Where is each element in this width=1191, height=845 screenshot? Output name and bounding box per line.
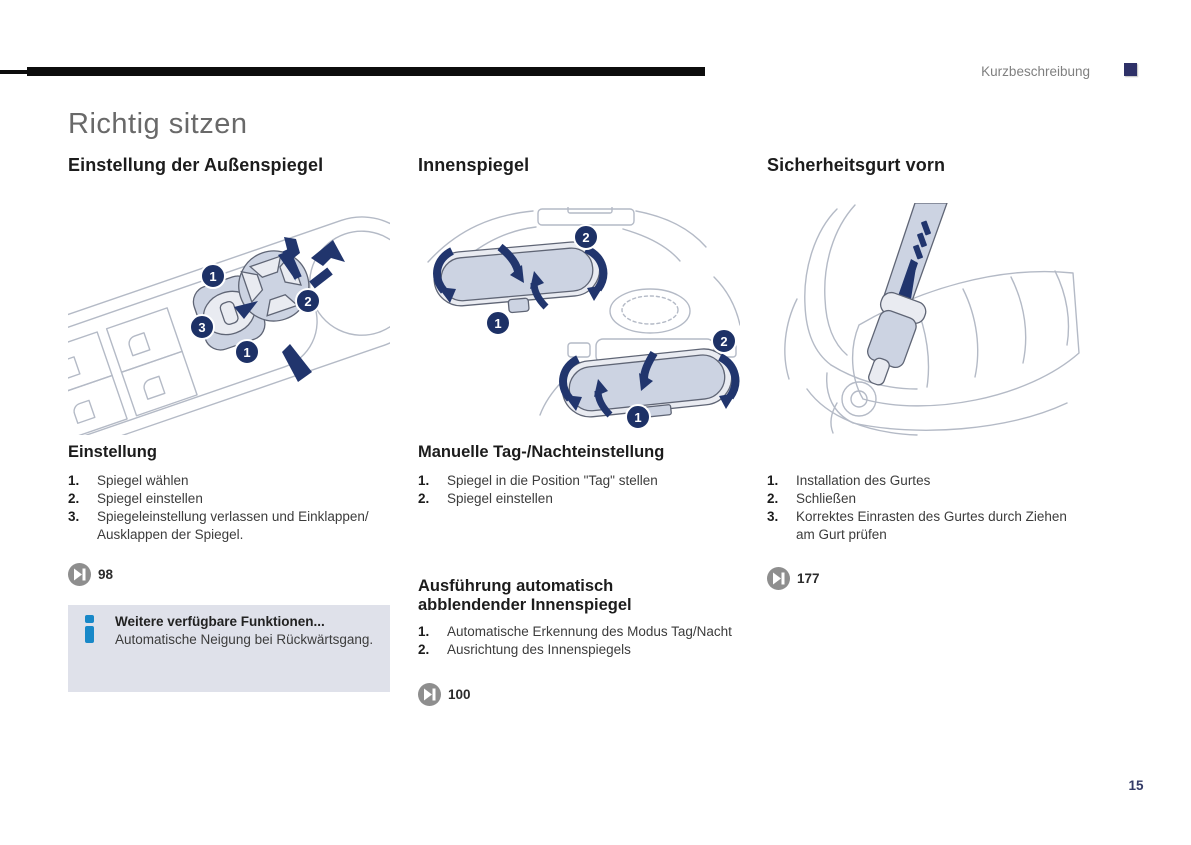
item-number: 2. (68, 491, 80, 506)
manual-mirror (432, 240, 603, 319)
svg-text:1: 1 (494, 316, 502, 331)
header-rule-left (0, 70, 27, 74)
page-title: Richtig sitzen (68, 108, 248, 140)
callout-3 (190, 315, 214, 339)
list-item (767, 508, 1085, 544)
item-number: 1. (418, 624, 430, 639)
numbered-list (418, 623, 740, 659)
item-number: 3. (767, 509, 779, 524)
svg-text:3: 3 (198, 320, 206, 335)
column-heading: Sicherheitsgurt vorn (767, 155, 946, 175)
svg-text:2: 2 (304, 294, 312, 309)
numbered-list (767, 472, 1085, 544)
page-reference-number: 98 (98, 567, 114, 582)
info-box-title: Weitere verfügbare Funktionen... (115, 614, 325, 629)
list-item (767, 472, 1085, 490)
item-text: Korrektes Einrasten des Gurtes durch Ziehen am Gurt prüfen (796, 509, 1067, 542)
list-item (418, 472, 740, 490)
callout-1-bottom (235, 340, 259, 364)
subheading-auto-dimming: Ausführung automatisch abblendender Innenspiegel (418, 577, 632, 614)
list-item (767, 490, 1085, 508)
goto-page-icon (68, 563, 91, 586)
item-text: Spiegel in die Position "Tag" stellen (447, 473, 658, 488)
goto-page-icon (767, 567, 790, 590)
belt-buckle (854, 290, 929, 392)
callout-1 (486, 311, 510, 335)
numbered-list (68, 472, 390, 544)
svg-text:1: 1 (243, 345, 251, 360)
svg-text:1: 1 (209, 269, 217, 284)
item-text: Spiegel einstellen (447, 491, 553, 506)
page-reference (68, 563, 113, 586)
section-label: Kurzbeschreibung (981, 64, 1090, 79)
list-item (68, 490, 390, 508)
header-rule (27, 67, 705, 76)
subheading: Manuelle Tag-/Nachteinstellung (418, 443, 665, 461)
list-item (418, 641, 740, 659)
item-text: Spiegel wählen (97, 473, 189, 488)
callout-1-top (201, 264, 225, 288)
item-number: 1. (418, 473, 430, 488)
item-text: Installation des Gurtes (796, 473, 931, 488)
item-number: 2. (767, 491, 779, 506)
callout-1 (626, 405, 650, 429)
svg-text:2: 2 (582, 230, 590, 245)
item-text: Automatische Erkennung des Modus Tag/Nacht (447, 624, 732, 639)
callout-2 (574, 225, 598, 249)
item-number: 3. (68, 509, 80, 524)
item-number: 2. (418, 642, 430, 657)
svg-text:2: 2 (720, 334, 728, 349)
callout-2 (712, 329, 736, 353)
exterior-mirror-control-figure (68, 205, 390, 435)
column-seat-belt (767, 155, 1085, 715)
item-text: Ausrichtung des Innenspiegels (447, 642, 631, 657)
page-reference-number: 177 (797, 571, 820, 586)
list-item (68, 472, 390, 490)
column-interior-mirror (418, 155, 740, 715)
item-text: Spiegel einstellen (97, 491, 203, 506)
section-tab-marker (1124, 63, 1137, 76)
goto-page-icon (418, 683, 441, 706)
callout-2 (296, 289, 320, 313)
item-number: 1. (68, 473, 80, 488)
page-number: 15 (1128, 778, 1144, 793)
list-item (418, 623, 740, 641)
page-reference-number: 100 (448, 687, 471, 702)
info-icon (85, 615, 94, 643)
page-reference (418, 683, 471, 706)
info-box (68, 605, 390, 692)
numbered-list (418, 472, 740, 508)
list-item (418, 490, 740, 508)
svg-text:1: 1 (634, 410, 642, 425)
interior-mirror-figure (418, 207, 740, 431)
column-heading: Innenspiegel (418, 155, 530, 175)
page-reference (767, 567, 820, 590)
info-box-body: Automatische Neigung bei Rückwärtsgang. (115, 632, 374, 647)
item-number: 1. (767, 473, 779, 488)
item-text: Spiegeleinstellung verlassen und Einklappen/ Ausklappen der Spiegel. (97, 509, 369, 542)
item-number: 2. (418, 491, 430, 506)
seat-belt-figure (767, 203, 1085, 437)
column-heading: Einstellung der Außenspiegel (68, 155, 324, 175)
subheading: Einstellung (68, 443, 157, 461)
item-text: Schließen (796, 491, 857, 506)
column-exterior-mirrors (68, 155, 390, 715)
list-item (68, 508, 390, 544)
